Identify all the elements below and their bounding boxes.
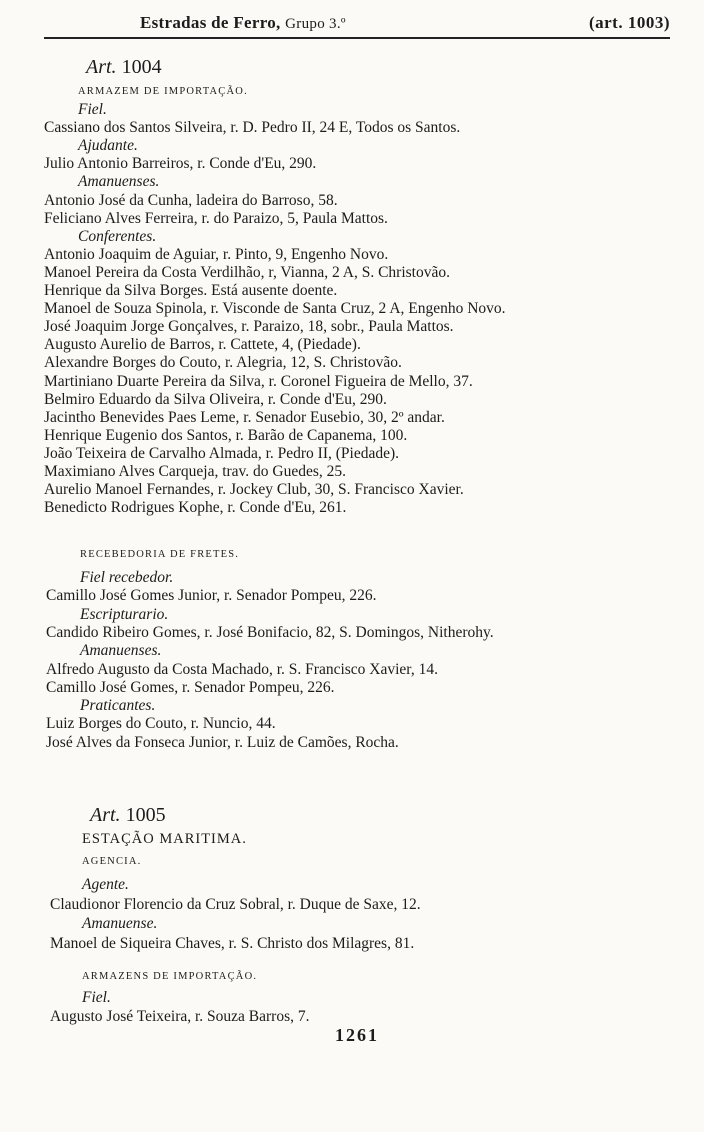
header-group: Grupo 3.º [285, 16, 346, 32]
page-number: 1261 [335, 1025, 379, 1045]
role-heading: Escripturario. [80, 605, 169, 623]
directory-entry: Alexandre Borges do Couto, r. Alegria, 12, S. Christovão. [44, 354, 402, 372]
role-heading: Conferentes. [78, 227, 157, 245]
directory-entry: Belmiro Eduardo da Silva Oliveira, r. Conde d'Eu, 290. [44, 390, 387, 408]
directory-entry: Alfredo Augusto da Costa Machado, r. S. Francisco Xavier, 14. [46, 660, 438, 678]
directory-entry: Camillo José Gomes Junior, r. Senador Pompeu, 226. [46, 587, 377, 605]
directory-entry: Maximiano Alves Carqueja, trav. do Guedes, 25. [44, 463, 347, 480]
role-heading: Ajudante. [78, 137, 138, 155]
directory-entry: José Alves da Fonseca Junior, r. Luiz de Camões, Rocha. [46, 733, 399, 751]
section-heading: RECEBEDORIA DE FRETES. [80, 549, 240, 560]
header-article-ref: (art. 1003) [588, 13, 670, 32]
article-number: 1005 [125, 804, 166, 826]
role-heading: Amanuenses. [80, 642, 162, 660]
directory-entry: Martiniano Duarte Pereira da Silva, r. Coronel Figueira de Mello, 37. [44, 372, 473, 390]
section-heading: ARMAZEM DE IMPORTAÇÃO. [78, 86, 248, 97]
section-heading: ESTAÇÃO MARITIMA. [82, 831, 247, 847]
directory-entry: Jacintho Benevides Paes Leme, r. Senador Eusebio, 30, 2º andar. [44, 408, 445, 426]
directory-entry: Augusto José Teixeira, r. Souza Barros, 7. [50, 1007, 310, 1025]
directory-entry: Henrique Eugenio dos Santos, r. Barão de Capanema, 100. [44, 426, 408, 444]
article-heading [90, 806, 166, 824]
article-number: 1004 [121, 56, 162, 78]
directory-entry: Manoel de Siqueira Chaves, r. S. Christo dos Milagres, 81. [50, 934, 415, 952]
article-heading [86, 58, 162, 76]
directory-entry: Julio Antonio Barreiros, r. Conde d'Eu, 290. [44, 155, 317, 173]
directory-entry: Camillo José Gomes, r. Senador Pompeu, 226. [46, 678, 335, 696]
directory-entry: Aurelio Manoel Fernandes, r. Jockey Club, 30, S. Francisco Xavier. [44, 481, 464, 499]
role-heading: Amanuense. [82, 915, 158, 932]
directory-entry: Cassiano dos Santos Silveira, r. D. Pedro II, 24 E, Todos os Santos. [44, 119, 461, 137]
directory-entry: Claudionor Florencio da Cruz Sobral, r. Duque de Saxe, 12. [50, 895, 421, 913]
role-heading: Fiel recebedor. [80, 569, 174, 586]
directory-entry: José Joaquim Jorge Gonçalves, r. Paraizo, 18, sobr., Paula Mattos. [44, 318, 454, 336]
directory-entry: Manoel Pereira da Costa Verdilhão, r, Vianna, 2 A, S. Christovão. [44, 263, 450, 281]
directory-entry: Benedicto Rodrigues Kophe, r. Conde d'Eu, 261. [44, 499, 347, 517]
directory-entry: Antonio José da Cunha, ladeira do Barroso, 58. [44, 191, 338, 209]
directory-entry: Henrique da Silva Borges. Está ausente doente. [44, 282, 338, 299]
directory-entry: Antonio Joaquim de Aguiar, r. Pinto, 9, Engenho Novo. [44, 245, 389, 263]
role-heading: Fiel. [78, 101, 107, 118]
directory-entry: Feliciano Alves Ferreira, r. do Paraizo, 5, Paula Mattos. [44, 209, 388, 227]
role-heading: Agente. [82, 876, 129, 893]
running-header [140, 13, 670, 35]
role-heading: Praticantes. [80, 697, 156, 715]
directory-entry: Augusto Aurelio de Barros, r. Cattete, 4, (Piedade). [44, 336, 361, 354]
directory-entry: Candido Ribeiro Gomes, r. José Bonifacio, 82, S. Domingos, Nitherohy. [46, 623, 494, 641]
header-title: Estradas de Ferro, [140, 13, 281, 32]
article-label: Art. [86, 56, 117, 78]
section-subheading: AGENCIA. [82, 856, 142, 867]
role-heading: Amanuenses. [78, 173, 160, 191]
directory-entry: Manoel de Souza Spinola, r. Visconde de Santa Cruz, 2 A, Engenho Novo. [44, 300, 506, 318]
section-heading: ARMAZENS DE IMPORTAÇÃO. [82, 971, 258, 982]
article-label: Art. [90, 804, 121, 826]
role-heading: Fiel. [82, 989, 111, 1006]
header-rule [44, 37, 670, 39]
directory-entry: João Teixeira de Carvalho Almada, r. Pedro II, (Piedade). [44, 444, 400, 462]
directory-entry: Luiz Borges do Couto, r. Nuncio, 44. [46, 715, 276, 733]
